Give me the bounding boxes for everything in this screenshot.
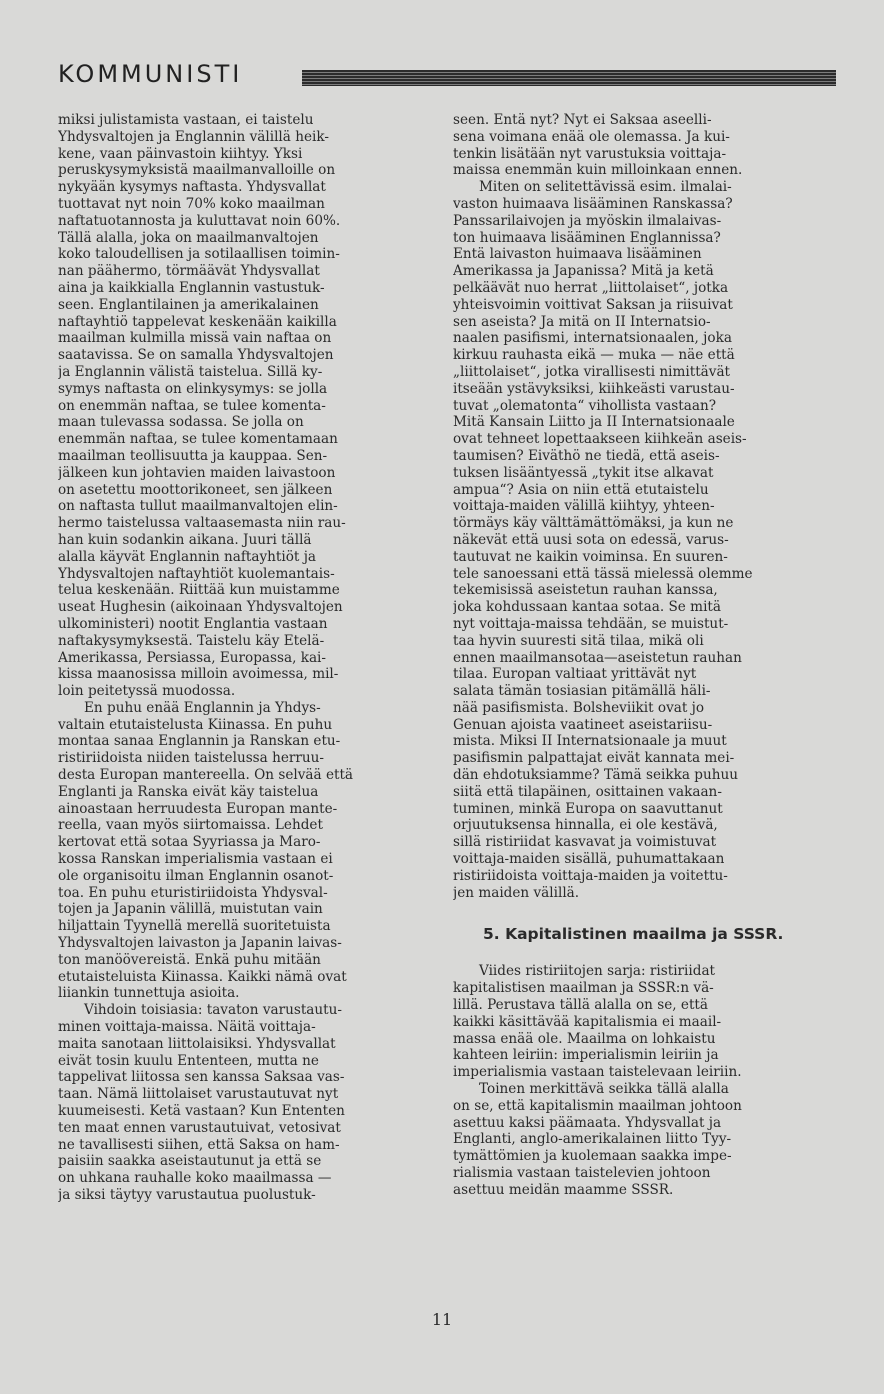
text-line: tuminen, minkä Europa on saavuttanut (453, 800, 723, 817)
text-line: taumisen? Eiväthö ne tiedä, että aseis- (453, 447, 720, 464)
text-line: tappelivat liitossa sen kanssa Saksaa vas- (58, 1069, 345, 1086)
text-line: Englanti ja Ranska eivät käy taistelua (58, 783, 319, 800)
text-line: Tällä alalla, joka on maailmanvaltojen (58, 229, 319, 246)
text-line: on enemmän naftaa, se tulee komenta- (58, 397, 326, 414)
text-line: lillä. Perustava tällä alalla on se, että (453, 997, 708, 1014)
text-line: siitä että tilapäinen, osittainen vakaan- (453, 783, 722, 800)
text-line: etutaisteluista Kiinassa. Kaikki nämä ovat (58, 968, 347, 985)
text-line: ole organisoitu ilman Englannin osanot- (58, 867, 334, 884)
text-line: asettuu meidän maamme SSSR. (453, 1181, 674, 1198)
text-line: pasifismin palpattajat eivät kannata mei- (453, 750, 735, 767)
text-line: tuksen lisääntyessä „tykit itse alkavat (453, 464, 714, 481)
text-line: mista. Miksi II Internatsionaale ja muut (453, 733, 727, 750)
text-line: Mitä Kansain Liitto ja II Internatsionaale (453, 414, 735, 431)
text-line: maissa enemmän kuin milloinkaan ennen. (453, 162, 743, 179)
text-line: hermo taistelussa valtaasemasta niin rau- (58, 515, 346, 532)
text-line: tilaa. Europan valtiaat yrittävät nyt (453, 666, 697, 683)
text-line: ton huimaava lisääminen Englannissa? (453, 229, 721, 246)
text-line: Englanti, anglo-amerikalainen liitto Tyy- (453, 1131, 732, 1148)
text-line: kaikki käsittävää kapitalismia ei maail- (453, 1013, 722, 1030)
section-body (453, 963, 835, 1198)
text-line: enemmän naftaa, se tulee komentamaan (58, 431, 338, 448)
text-line: ristiriidoista niiden taistelussa herruu- (58, 750, 324, 767)
text-line: reella, vaan myös siirtomaissa. Lehdet (58, 817, 323, 834)
text-line: jälkeen kun johtavien maiden laivastoon (58, 464, 336, 481)
text-line: asettuu kaksi päämaata. Yhdysvallat ja (453, 1114, 722, 1131)
right-column (453, 112, 835, 1199)
text-line: Yhdysvaltojen naftayhtiöt kuolemantais- (58, 565, 335, 582)
text-line: tymättömien ja kuolemaan saakka impe- (453, 1148, 732, 1165)
text-line: orjuutuksensa hinnalla, ei ole kestävä, (453, 817, 718, 834)
text-line: tuottavat nyt noin 70% koko maailman (58, 195, 325, 212)
text-line: nää pasifismista. Bolsheviikit ovat jo (453, 699, 705, 716)
text-line: kissa maanosissa milloin avoimessa, mil- (58, 666, 339, 683)
text-line: naftakysymyksestä. Taistelu käy Etelä- (58, 632, 325, 649)
text-line: ulkoministeri) nootit Englantia vastaan (58, 615, 328, 632)
text-line: ja siksi täytyy varustautua puolustuk- (58, 1187, 316, 1203)
right-column-text (453, 112, 835, 901)
text-line: yhteisvoimin voittivat Saksan ja riisuivat (453, 296, 733, 313)
text-line: itseään ystävyksiksi, kiihkeästi varustau- (453, 380, 735, 397)
text-line: Yhdysvaltojen laivaston ja Japanin laivas- (58, 935, 342, 952)
text-line: telua keskenään. Riittää kun muistamme (58, 582, 340, 599)
text-line: ainoastaan herruudesta Europan mante- (58, 800, 338, 817)
text-line: vaston huimaava lisääminen Ranskassa? (453, 195, 733, 212)
text-line: maita sanotaan liittolaisiksi. Yhdysvallat (58, 1035, 336, 1052)
text-line: sen aseista? Ja mitä on II Internatsio- (453, 313, 711, 330)
text-line: seen. Englantilainen ja amerikalainen (58, 296, 319, 313)
text-line: joka kohdussaan kantaa sotaa. Se mitä (453, 599, 721, 616)
text-line: ja Englannin välistä taistelua. Sillä ky- (58, 363, 323, 380)
text-line: kertovat että sotaa Syyriassa ja Maro- (58, 834, 321, 851)
text-line: aina ja kaikkialla Englannin vastustuk- (58, 279, 325, 296)
text-line: kirkuu rauhasta eikä — muka — näe että (453, 347, 735, 364)
text-line: tuvat „olematonta“ vihollista vastaan? (453, 397, 716, 414)
text-line: toa. En puhu eturistiriidoista Yhdysval- (58, 884, 328, 901)
text-line: paisiin saakka aseistautunut ja että se (58, 1153, 322, 1170)
text-line: maailman teollisuutta ja kauppaa. Sen- (58, 447, 328, 464)
text-line: kene, vaan päinvastoin kiihtyy. Yksi (58, 145, 303, 162)
text-line: Entä laivaston huimaava lisääminen (453, 246, 702, 263)
text-line: rialismia vastaan taistelevien johtoon (453, 1165, 711, 1182)
text-line: liiankin tunnettuja asioita. (58, 985, 240, 1002)
text-line: taan. Nämä liittolaiset varustautuvat nyt (58, 1086, 339, 1103)
text-line: on se, että kapitalismin maailman johtoon (453, 1097, 742, 1114)
text-line: tenkin lisätään nyt varustuksia voittaja- (453, 145, 727, 162)
text-line: Panssarilaivojen ja myöskin ilmalaivas- (453, 212, 722, 229)
text-line: kossa Ranskan imperialismia vastaan ei (58, 851, 333, 868)
text-line: Miten on selitettävissä esim. ilmalai- (479, 179, 732, 196)
text-line: on asetettu moottorikoneet, sen jälkeen (58, 481, 333, 498)
text-line: ampua“? Asia on niin että etutaistelu (453, 481, 709, 498)
text-line: Vihdoin toisiasia: tavaton varustautu- (84, 1002, 342, 1019)
text-line: eivät tosin kuulu Ententeen, mutta ne (58, 1052, 319, 1069)
left-column (58, 112, 440, 1204)
text-line: voittaja-maiden sisällä, puhumattakaan (453, 851, 725, 868)
text-line: ten maat ennen varustautuivat, vetosivat (58, 1119, 341, 1136)
text-line: pelkäävät nuo herrat „liittolaiset“, jotka (453, 279, 729, 296)
text-line: „liittolaiset“, jotka virallisesti nimittävät (453, 363, 731, 380)
text-line: nan päähermo, törmäävät Yhdysvallat (58, 263, 320, 280)
text-line: naftayhtiö tappelevat keskenään kaikilla (58, 313, 337, 330)
text-line: tautuvat ne kaikin voiminsa. En suuren- (453, 548, 728, 565)
text-line: minen voittaja-maissa. Näitä voittaja- (58, 1019, 316, 1036)
text-line: naftatuotannosta ja kuluttavat noin 60%. (58, 212, 341, 229)
text-line: näkevät että uusi sota on edessä, varus- (453, 531, 729, 548)
text-line: useat Hughesin (aikoinaan Yhdysvaltojen (58, 599, 343, 616)
text-line: montaa sanaa Englannin ja Ranskan etu- (58, 733, 341, 750)
text-line: maan tulevassa sodassa. Se jolla on (58, 414, 304, 431)
text-line: hiljattain Tyynellä merellä suoritetuista (58, 918, 331, 935)
text-line: Amerikassa ja Japanissa? Mitä ja ketä (453, 263, 714, 280)
text-line: on uhkana rauhalle koko maailmassa — (58, 1170, 332, 1187)
text-line: ne tavallisesti siihen, että Saksa on ham- (58, 1136, 340, 1153)
section-heading: 5. Kapitalistinen maailma ja SSSR. (483, 925, 784, 944)
text-line: taa hyvin suuresti sitä tilaa, mikä oli (453, 632, 704, 649)
text-line: ennen maailmansotaa—aseistetun rauhan (453, 649, 742, 666)
text-line: Yhdysvaltojen ja Englannin välillä heik- (58, 128, 329, 145)
text-line: dän ehdotuksiamme? Tämä seikka puhuu (453, 767, 738, 784)
page-number: 11 (431, 1310, 453, 1329)
text-line: kahteen leiriin: imperialismin leiriin ja (453, 1047, 719, 1064)
text-line: ton manöövereistä. Enkä puhu mitään (58, 951, 321, 968)
page-header (58, 58, 836, 92)
text-line: miksi julistamista vastaan, ei taistelu (58, 112, 314, 128)
text-line: tele sanoessani että tässä mielessä olemme (453, 565, 753, 582)
text-line: sillä ristiriidat kasvavat ja voimistuvat (453, 834, 717, 851)
text-line: nykyään kysymys naftasta. Yhdysvallat (58, 179, 326, 196)
text-line: saatavissa. Se on samalla Yhdysvaltojen (58, 347, 334, 364)
text-line: alalla käyvät Englannin naftayhtiöt ja (58, 548, 317, 565)
text-line: peruskysymyksistä maailmanvalloille on (58, 162, 336, 179)
text-line: koko taloudellisen ja sotilaallisen toimin- (58, 246, 340, 263)
text-line: tekemisissä aseistetun rauhan kanssa, (453, 582, 718, 599)
text-line: desta Europan mantereella. On selvää että (58, 767, 354, 784)
text-line: tojen ja Japanin välillä, muistutan vain (58, 901, 323, 918)
text-line: salata tämän tosiasian pitämällä häli- (453, 683, 711, 700)
text-line: seen. Entä nyt? Nyt ei Saksaa aseelli- (453, 112, 712, 128)
text-line: En puhu enää Englannin ja Yhdys- (84, 699, 321, 716)
text-line: jen maiden välillä. (453, 884, 580, 901)
text-line: voittaja-maiden välillä kiihtyy, yhteen- (453, 498, 715, 515)
text-line: kapitalistisen maailman ja SSSR:n vä- (453, 980, 714, 997)
text-line: naalen pasifismi, internatsionaalen, joka (453, 330, 732, 347)
text-line: kuumeisesti. Ketä vastaan? Kun Ententen (58, 1103, 345, 1120)
journal-title: KOMMUNISTI (58, 60, 243, 88)
text-line: nyt voittaja-maissa tehdään, se muistut- (453, 615, 729, 632)
text-line: maailman kulmilla missä vain naftaa on (58, 330, 332, 347)
text-line: valtain etutaistelusta Kiinassa. En puhu (58, 716, 333, 733)
text-line: Toinen merkittävä seikka tällä alalla (479, 1081, 729, 1098)
text-line: ristiriidoista voittaja-maiden ja voitettu- (453, 867, 728, 884)
text-line: imperialismia vastaan taistelevaan leiriin. (453, 1064, 742, 1081)
text-line: loin peitetyssä muodossa. (58, 683, 236, 700)
text-line: symys naftasta on elinkysymys: se jolla (58, 380, 328, 397)
text-line: Amerikassa, Persiassa, Europassa, kai- (58, 649, 326, 666)
text-line: Viides ristiriitojen sarja: ristiriidat (479, 963, 716, 980)
text-line: törmäys käy välttämättömäksi, ja kun ne (453, 515, 734, 532)
header-rule (302, 70, 836, 86)
text-line: ovat tehneet lopettaakseen kiihkeän aseis- (453, 431, 747, 448)
text-line: on naftasta tullut maailmanvaltojen elin- (58, 498, 338, 515)
text-line: massa enää ole. Maailma on lohkaistu (453, 1030, 716, 1047)
text-line: Genuan ajoista vaatineet aseistariisu- (453, 716, 713, 733)
text-line: sena voimana enää ole olemassa. Ja kui- (453, 128, 730, 145)
text-line: han kuin sodankin aikana. Juuri tällä (58, 531, 312, 548)
